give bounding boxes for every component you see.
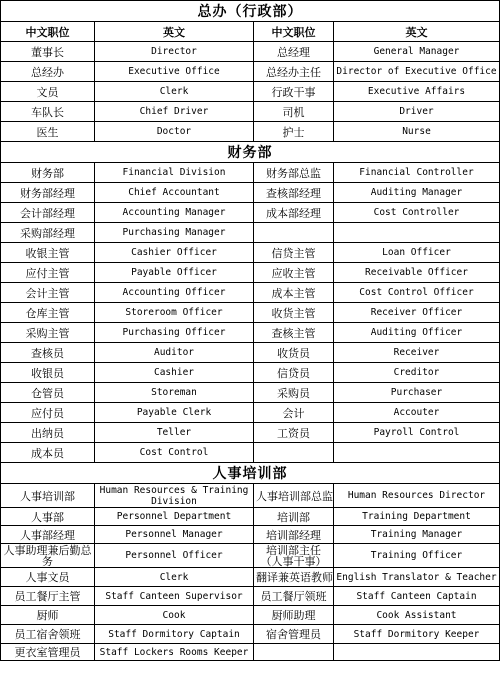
cn-title-cell: 总经办 — [1, 62, 95, 82]
cn-title-cell: 培训部 — [254, 508, 334, 526]
en-title-cell: Training Manager — [334, 526, 500, 544]
table-row — [1, 423, 500, 443]
header-cn-position: 中文职位 — [1, 22, 95, 42]
cn-title-cell: 董事长 — [1, 42, 95, 62]
section-title-hr: 人事培训部 — [1, 463, 500, 484]
cn-title-cell: 行政干事 — [254, 82, 334, 102]
table-row — [1, 82, 500, 102]
en-title-cell: Staff Canteen Captain — [334, 587, 500, 606]
cn-title-cell: 仓管员 — [1, 383, 95, 403]
cn-title-cell: 厨师 — [1, 606, 95, 625]
cn-title-cell: 成本主管 — [254, 283, 334, 303]
cn-title-cell: 采购部经理 — [1, 223, 95, 243]
cn-title-cell: 信贷主管 — [254, 243, 334, 263]
cn-title-cell: 培训部经理 — [254, 526, 334, 544]
en-title-cell: Staff Dormitory Keeper — [334, 625, 500, 644]
cn-title-cell: 总经理 — [254, 42, 334, 62]
en-title-cell: Payable Clerk — [95, 403, 254, 423]
en-title-cell: Executive Affairs — [334, 82, 500, 102]
cn-title-cell: 会计部经理 — [1, 203, 95, 223]
en-title-cell: Financial Division — [95, 163, 254, 183]
table-row — [1, 163, 500, 183]
header-cn-position: 中文职位 — [254, 22, 334, 42]
cn-title-cell: 员工宿舍领班 — [1, 625, 95, 644]
cn-title-cell: 查核员 — [1, 343, 95, 363]
en-title-cell: Personnel Manager — [95, 526, 254, 544]
cn-title-cell: 财务部 — [1, 163, 95, 183]
cn-title-cell: 人事培训部总监 — [254, 484, 334, 508]
cn-title-cell: 收货主管 — [254, 303, 334, 323]
table-row — [1, 383, 500, 403]
en-title-cell: Purchasing Manager — [95, 223, 254, 243]
en-title-cell: Cost Control Officer — [334, 283, 500, 303]
cn-title-cell: 人事部经理 — [1, 526, 95, 544]
cn-title-cell: 人事部 — [1, 508, 95, 526]
empty-cell — [334, 223, 500, 243]
cn-title-cell: 仓库主管 — [1, 303, 95, 323]
cn-title-cell: 总经办主任 — [254, 62, 334, 82]
header-row — [1, 22, 500, 42]
cn-title-cell: 财务部经理 — [1, 183, 95, 203]
en-title-cell: Training Officer — [334, 544, 500, 568]
table-row — [1, 243, 500, 263]
empty-cell — [254, 644, 334, 661]
cn-title-cell: 厨师助理 — [254, 606, 334, 625]
en-title-cell: Cashier Officer — [95, 243, 254, 263]
en-title-cell: Human Resources & Training Division — [95, 484, 254, 508]
en-title-cell: English Translator & Teacher — [334, 568, 500, 587]
table-row — [1, 203, 500, 223]
table-row — [1, 644, 500, 661]
en-title-cell: General Manager — [334, 42, 500, 62]
en-title-cell: Receiver — [334, 343, 500, 363]
en-title-cell: Driver — [334, 102, 500, 122]
section-row-finance — [1, 142, 500, 163]
cn-title-cell: 人事文员 — [1, 568, 95, 587]
en-title-cell: Payable Officer — [95, 263, 254, 283]
table-row — [1, 122, 500, 142]
table-row — [1, 62, 500, 82]
en-title-cell: Human Resources Director — [334, 484, 500, 508]
cn-title-cell: 人事培训部 — [1, 484, 95, 508]
en-title-cell: Staff Dormitory Captain — [95, 625, 254, 644]
en-title-cell: Payroll Control — [334, 423, 500, 443]
cn-title-cell: 查核部经理 — [254, 183, 334, 203]
table-row — [1, 42, 500, 62]
en-title-cell: Auditing Officer — [334, 323, 500, 343]
cn-title-cell: 财务部总监 — [254, 163, 334, 183]
table-row — [1, 606, 500, 625]
en-title-cell: Personnel Officer — [95, 544, 254, 568]
en-title-cell: Accounting Manager — [95, 203, 254, 223]
cn-title-cell: 宿舍管理员 — [254, 625, 334, 644]
cn-title-cell: 护士 — [254, 122, 334, 142]
table-row — [1, 343, 500, 363]
empty-cell — [254, 223, 334, 243]
cn-title-cell: 培训部主任（人事干事） — [254, 544, 334, 568]
table-row — [1, 323, 500, 343]
cn-title-cell: 采购员 — [254, 383, 334, 403]
en-title-cell: Training Department — [334, 508, 500, 526]
cn-title-cell: 应收主管 — [254, 263, 334, 283]
en-title-cell: Staff Canteen Supervisor — [95, 587, 254, 606]
table-row — [1, 283, 500, 303]
en-title-cell: Director of Executive Office — [334, 62, 500, 82]
cn-title-cell: 应付主管 — [1, 263, 95, 283]
en-title-cell: Receiver Officer — [334, 303, 500, 323]
en-title-cell: Clerk — [95, 82, 254, 102]
empty-cell — [254, 443, 334, 463]
en-title-cell: Financial Controller — [334, 163, 500, 183]
en-title-cell: Cashier — [95, 363, 254, 383]
en-title-cell: Receivable Officer — [334, 263, 500, 283]
cn-title-cell: 翻译兼英语教师 — [254, 568, 334, 587]
cn-title-cell: 员工餐厅领班 — [254, 587, 334, 606]
cn-title-cell: 成本员 — [1, 443, 95, 463]
table-row — [1, 303, 500, 323]
en-title-cell: Teller — [95, 423, 254, 443]
en-title-cell: Loan Officer — [334, 243, 500, 263]
cn-title-cell: 会计主管 — [1, 283, 95, 303]
cn-title-cell: 收银员 — [1, 363, 95, 383]
cn-title-cell: 文员 — [1, 82, 95, 102]
en-title-cell: Nurse — [334, 122, 500, 142]
en-title-cell: Auditing Manager — [334, 183, 500, 203]
empty-cell — [334, 644, 500, 661]
header-english: 英文 — [334, 22, 500, 42]
en-title-cell: Executive Office — [95, 62, 254, 82]
en-title-cell: Storeroom Officer — [95, 303, 254, 323]
en-title-cell: Staff Lockers Rooms Keeper — [95, 644, 254, 661]
en-title-cell: Cook — [95, 606, 254, 625]
table-row — [1, 484, 500, 508]
cn-title-cell: 人事助理兼后勤总务 — [1, 544, 95, 568]
cn-title-cell: 会计 — [254, 403, 334, 423]
en-title-cell: Personnel Department — [95, 508, 254, 526]
en-title-cell: Clerk — [95, 568, 254, 587]
en-title-cell: Doctor — [95, 122, 254, 142]
cn-title-cell: 医生 — [1, 122, 95, 142]
table-row — [1, 223, 500, 243]
en-title-cell: Storeman — [95, 383, 254, 403]
table-row — [1, 625, 500, 644]
table-row — [1, 587, 500, 606]
en-title-cell: Creditor — [334, 363, 500, 383]
en-title-cell: Purchasing Officer — [95, 323, 254, 343]
table-row — [1, 544, 500, 568]
table-row — [1, 263, 500, 283]
table-row — [1, 102, 500, 122]
section-title-finance: 财务部 — [1, 142, 500, 163]
cn-title-cell: 工资员 — [254, 423, 334, 443]
cn-title-cell: 采购主管 — [1, 323, 95, 343]
table-row — [1, 443, 500, 463]
cn-title-cell: 查核主管 — [254, 323, 334, 343]
en-title-cell: Chief Accountant — [95, 183, 254, 203]
cn-title-cell: 成本部经理 — [254, 203, 334, 223]
section-title-admin: 总办（行政部） — [1, 1, 500, 22]
en-title-cell: Accouter — [334, 403, 500, 423]
table-row — [1, 183, 500, 203]
cn-title-cell: 出纳员 — [1, 423, 95, 443]
table-row — [1, 403, 500, 423]
table-row — [1, 526, 500, 544]
en-title-cell: Cost Controller — [334, 203, 500, 223]
cn-title-cell: 更衣室管理员 — [1, 644, 95, 661]
en-title-cell: Chief Driver — [95, 102, 254, 122]
header-english: 英文 — [95, 22, 254, 42]
cn-title-cell: 车队长 — [1, 102, 95, 122]
table-row — [1, 568, 500, 587]
cn-title-cell: 收银主管 — [1, 243, 95, 263]
en-title-cell: Cook Assistant — [334, 606, 500, 625]
section-row-admin — [1, 1, 500, 22]
cn-title-cell: 收货员 — [254, 343, 334, 363]
empty-cell — [334, 443, 500, 463]
cn-title-cell: 司机 — [254, 102, 334, 122]
table-row — [1, 508, 500, 526]
cn-title-cell: 员工餐厅主管 — [1, 587, 95, 606]
en-title-cell: Director — [95, 42, 254, 62]
cn-title-cell: 应付员 — [1, 403, 95, 423]
table-row — [1, 363, 500, 383]
en-title-cell: Auditor — [95, 343, 254, 363]
cn-title-cell: 信贷员 — [254, 363, 334, 383]
en-title-cell: Accounting Officer — [95, 283, 254, 303]
en-title-cell: Purchaser — [334, 383, 500, 403]
section-row-hr — [1, 463, 500, 484]
en-title-cell: Cost Control — [95, 443, 254, 463]
